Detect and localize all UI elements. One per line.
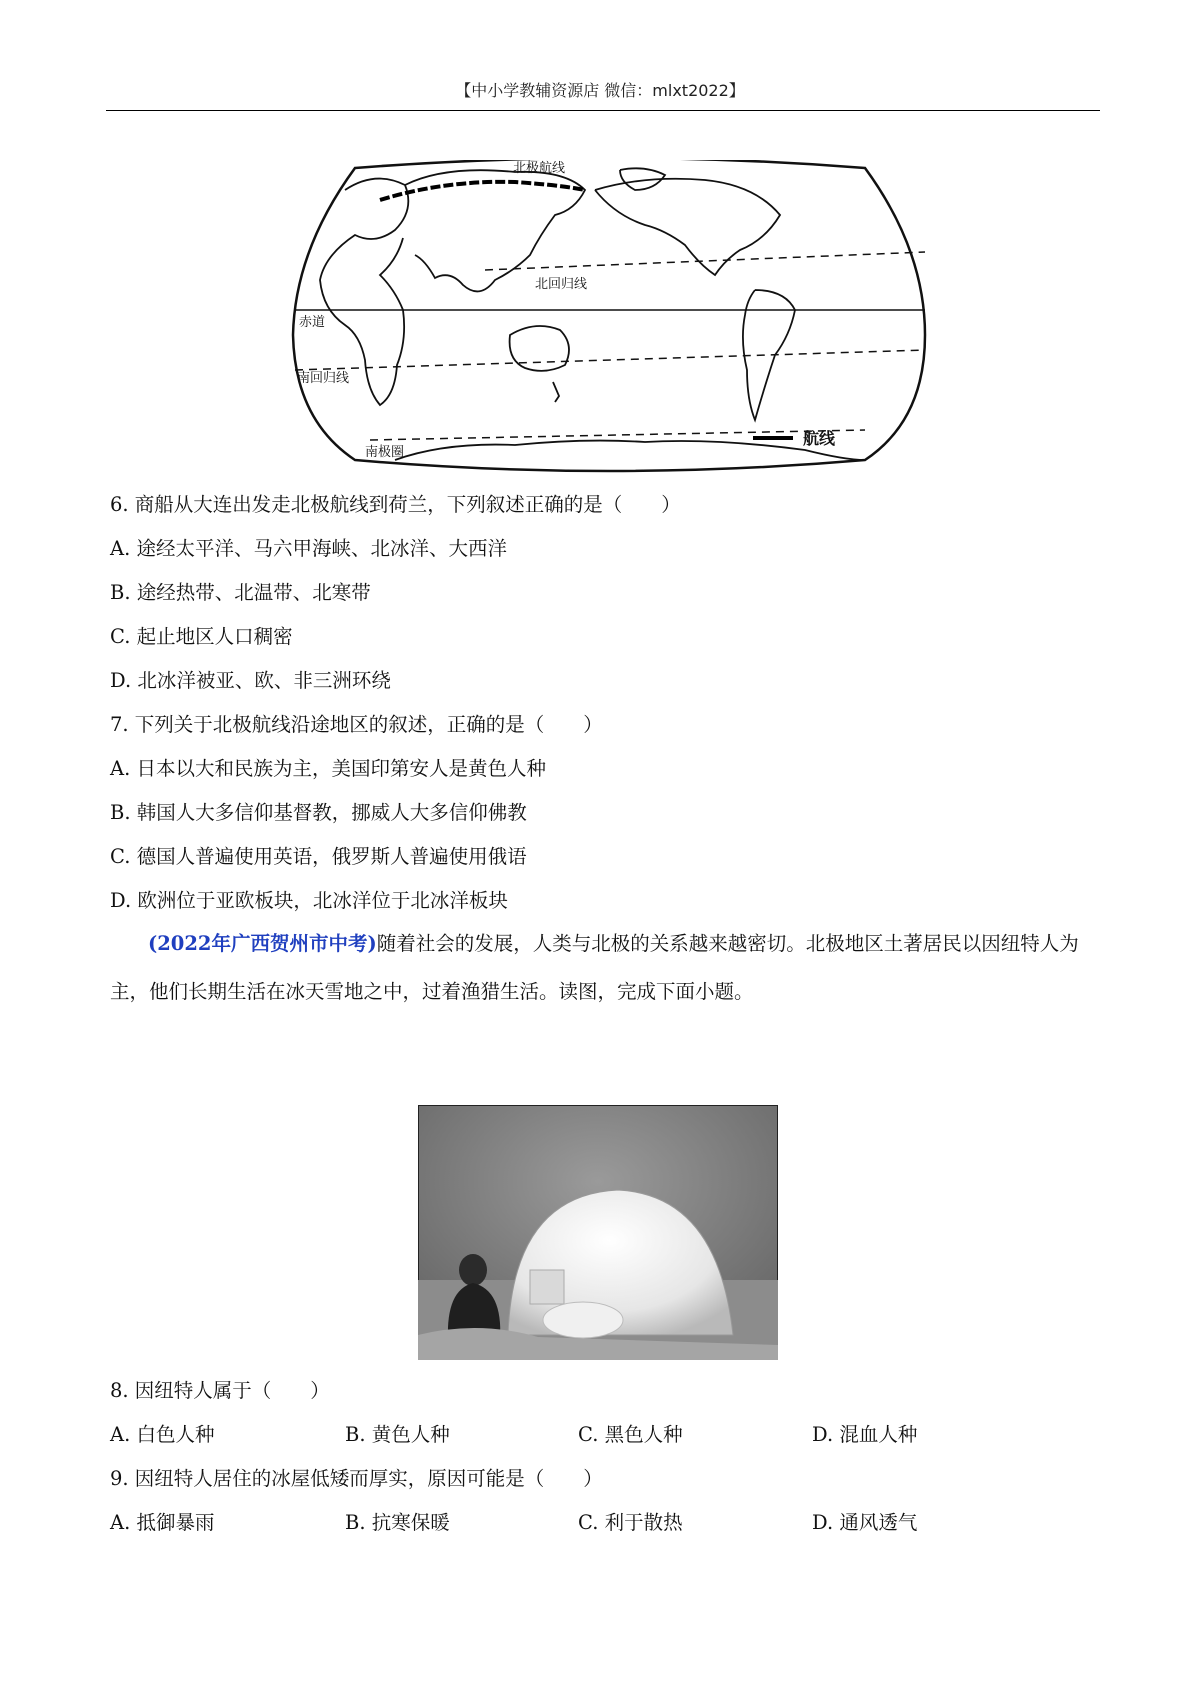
label-northern-route: 北极航线 xyxy=(513,161,566,176)
person-figure xyxy=(459,1254,487,1286)
question-7-option-c: C. 德国人普遍使用英语，俄罗斯人普遍使用俄语 xyxy=(110,845,527,868)
question-6-stem: 6. 商船从大连出发走北极航线到荷兰，下列叙述正确的是（ ） xyxy=(110,493,681,516)
question-7-option-a: A. 日本以大和民族为主，美国印第安人是黄色人种 xyxy=(110,757,546,780)
label-tropic-cancer: 北回归线 xyxy=(535,277,588,292)
question-8-option-b: B. 黄色人种 xyxy=(345,1423,450,1446)
question-8-option-a: A. 白色人种 xyxy=(110,1423,215,1446)
passage xyxy=(110,920,1100,1016)
page-header: 【中小学教辅资源店 微信：mlxt2022】 xyxy=(455,81,745,100)
question-6-option-c: C. 起止地区人口稠密 xyxy=(110,625,293,648)
question-6-option-d: D. 北冰洋被亚、欧、非三洲环绕 xyxy=(110,669,391,692)
question-7-option-b: B. 韩国人大多信仰基督教，挪威人大多信仰佛教 xyxy=(110,801,527,824)
question-9-option-a: A. 抵御暴雨 xyxy=(110,1511,215,1534)
question-8-option-d: D. 混血人种 xyxy=(812,1423,918,1446)
label-tropic-capricorn: 南回归线 xyxy=(297,371,350,386)
question-9-option-b: B. 抗寒保暖 xyxy=(345,1511,450,1534)
question-9-option-c: C. 利于散热 xyxy=(578,1511,683,1534)
igloo-photo xyxy=(418,1105,778,1360)
map-border xyxy=(293,160,925,471)
question-6-option-a: A. 途经太平洋、马六甲海峡、北冰洋、大西洋 xyxy=(110,537,507,560)
question-9-option-d: D. 通风透气 xyxy=(812,1511,918,1534)
label-antarctic-circle: 南极圈 xyxy=(365,445,405,460)
label-equator: 赤道 xyxy=(299,315,326,330)
legend-label: 航线 xyxy=(803,429,836,448)
question-8-stem: 8. 因纽特人属于（ ） xyxy=(110,1379,330,1402)
passage-text: 随着社会的发展，人类与北极的关系越来越密切。北极地区土著居民以因纽特人为主，他们长期生活在冰天雪地之中，过着渔猎生活。读图，完成下面小题。 xyxy=(110,932,1079,1003)
question-7-stem: 7. 下列关于北极航线沿途地区的叙述，正确的是（ ） xyxy=(110,713,603,736)
question-8-option-c: C. 黑色人种 xyxy=(578,1423,683,1446)
question-6-option-b: B. 途经热带、北温带、北寒带 xyxy=(110,581,371,604)
header-rule xyxy=(106,110,1100,111)
passage-source: (2022年广西贺州市中考) xyxy=(148,932,377,955)
world-map-figure xyxy=(285,160,935,505)
question-9-stem: 9. 因纽特人居住的冰屋低矮而厚实，原因可能是（ ） xyxy=(110,1467,603,1490)
question-7-option-d: D. 欧洲位于亚欧板块，北冰洋位于北冰洋板块 xyxy=(110,889,508,912)
